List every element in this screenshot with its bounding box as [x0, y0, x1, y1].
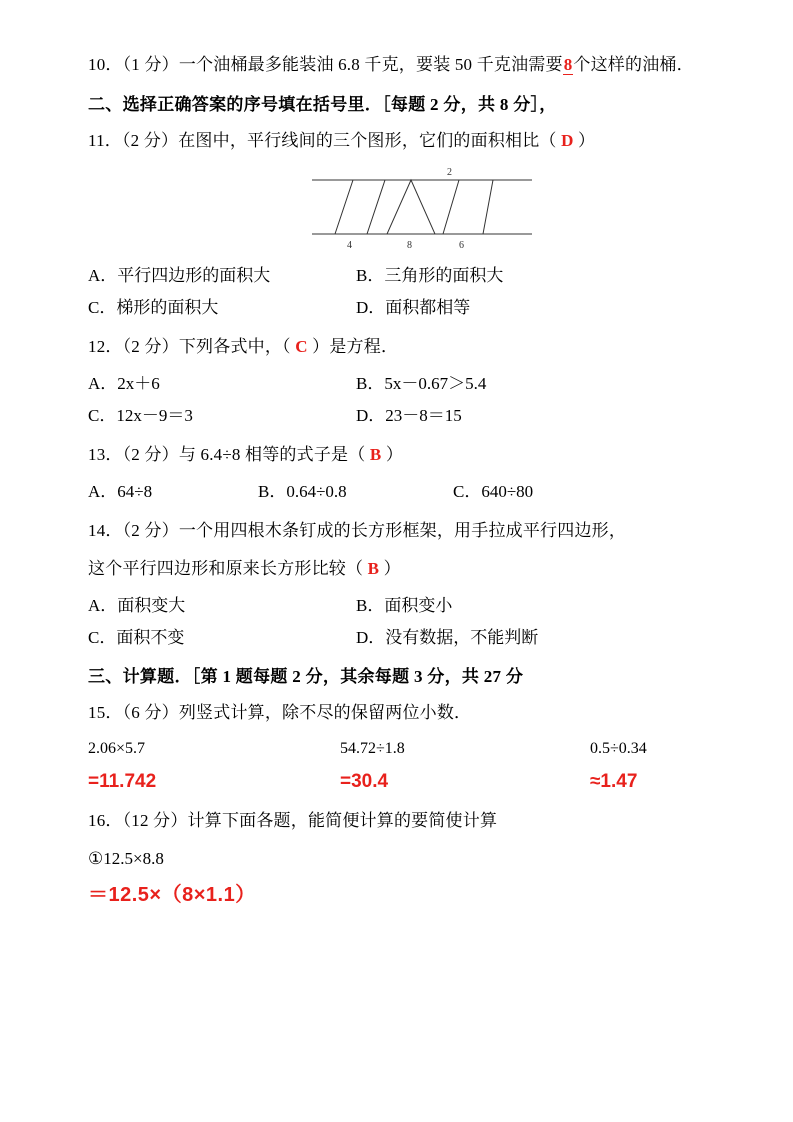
question-12-text: [88, 330, 756, 364]
question-14-options-row-2: [88, 622, 756, 654]
question-15-problem-3: 0.5÷0.34: [590, 740, 647, 757]
question-11: [88, 124, 756, 324]
question-16-text: 16．（12 分）计算下面各题，能简便计算的要简使计算: [88, 811, 498, 830]
page-content: [88, 48, 756, 920]
question-14-suffix: ）: [383, 559, 401, 578]
question-13-option-a[interactable]: A．64÷8: [88, 482, 153, 501]
question-14: [88, 514, 756, 654]
section-2-heading: 二、选择正确答案的序号填在括号里．［每题 2 分，共 8 分］，: [88, 95, 557, 114]
question-16-sub-1-answer: ＝12.5×（8×1.1）: [88, 884, 256, 906]
question-14-options-row-1: [88, 590, 756, 622]
question-13: [88, 438, 756, 508]
question-12-prefix: 12．（2 分）下列各式中，（: [88, 337, 291, 356]
question-14-line-2: [88, 552, 756, 586]
question-11-option-b[interactable]: B．三角形的面积大: [356, 266, 504, 285]
question-14-line-1: 14．（2 分）一个用四根木条钉成的长方形框架，用手拉成平行四边形，: [88, 521, 627, 540]
question-10-suffix: 个这样的油桶．: [573, 55, 694, 74]
question-14-option-b[interactable]: B．面积变小: [356, 596, 453, 615]
question-12-options-row-2: [88, 400, 756, 432]
question-14-answer: B: [367, 559, 380, 578]
question-15-answer-3: ≈1.47: [590, 771, 638, 792]
question-10: [88, 48, 756, 82]
question-13-options-row: [88, 476, 756, 508]
question-12-answer: C: [295, 337, 308, 356]
question-15-answer-1: =11.742: [88, 771, 157, 792]
question-13-suffix: ）: [385, 445, 404, 464]
question-11-option-a[interactable]: A．平行四边形的面积大: [88, 266, 271, 285]
question-15-problem-1: 2.06×5.7: [88, 740, 146, 757]
question-15-problem-2: 54.72÷1.8: [340, 740, 405, 757]
parallel-lines-shapes-figure: [307, 162, 537, 252]
question-13-text: [88, 438, 756, 472]
question-12-option-c[interactable]: C．12x－9＝3: [88, 406, 193, 425]
question-16: [88, 804, 756, 914]
question-10-answer: 8: [563, 55, 573, 74]
question-15-answer-2: =30.4: [340, 771, 389, 792]
question-13-prefix: 13．（2 分）与 6.4÷8 相等的式子是（: [88, 445, 366, 464]
question-15-answers: [88, 766, 756, 798]
question-12-options-row-1: [88, 368, 756, 400]
question-15-problems: [88, 734, 756, 764]
question-13-option-c[interactable]: C．640÷80: [453, 482, 534, 501]
svg-text:6: 6: [459, 240, 464, 251]
question-11-prefix: 11．（2 分）在图中，平行线间的三个图形，它们的面积相比（: [88, 131, 557, 150]
svg-text:8: 8: [407, 240, 412, 251]
question-14-option-d[interactable]: D．没有数据，不能判断: [356, 628, 539, 647]
question-13-answer: B: [369, 445, 382, 464]
question-11-answer: D: [561, 131, 574, 150]
question-13-option-b[interactable]: B．0.64÷0.8: [258, 482, 347, 501]
question-12-option-d[interactable]: D．23－8＝15: [356, 406, 462, 425]
svg-text:4: 4: [347, 240, 352, 251]
question-11-option-d[interactable]: D．面积都相等: [356, 298, 471, 317]
question-15: [88, 696, 756, 798]
question-11-options-row-1: [88, 260, 756, 292]
question-12-option-a[interactable]: A．2x＋6: [88, 374, 160, 393]
question-11-options-row-2: [88, 292, 756, 324]
question-11-figure-wrap: [88, 162, 756, 252]
question-11-text: [88, 124, 756, 158]
question-14-option-a[interactable]: A．面积变大: [88, 596, 186, 615]
question-14-prefix: 这个平行四边形和原来长方形比较（: [88, 559, 364, 578]
question-16-sub-1: ①12.5×8.8: [88, 849, 164, 868]
question-12: [88, 330, 756, 432]
question-14-option-c[interactable]: C．面积不变: [88, 628, 185, 647]
question-12-suffix: ）是方程．: [312, 337, 399, 356]
question-10-prefix: 10．（1 分）一个油桶最多能装油 6.8 千克，要装 50 千克油需要: [88, 55, 563, 74]
svg-text:2: 2: [447, 167, 452, 178]
question-11-option-c[interactable]: C．梯形的面积大: [88, 298, 219, 317]
question-11-suffix: ）: [578, 131, 596, 150]
question-12-option-b[interactable]: B．5x－0.67＞5.4: [356, 374, 487, 393]
question-10-text: [88, 48, 756, 82]
question-15-text: 15．（6 分）列竖式计算，除不尽的保留两位小数．: [88, 703, 472, 722]
section-3-heading: 三、计算题．［第 1 题每题 2 分，其余每题 3 分，共 27 分: [88, 667, 524, 686]
